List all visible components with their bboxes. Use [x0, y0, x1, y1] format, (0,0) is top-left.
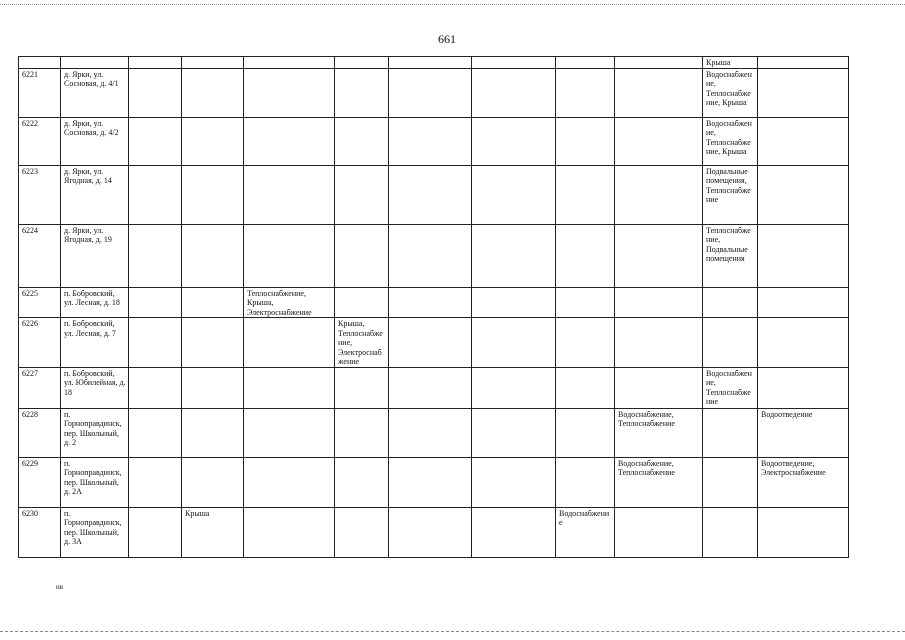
table-cell: [129, 287, 182, 318]
table-cell: [244, 165, 335, 224]
table-cell: [182, 68, 244, 117]
table-cell: [703, 507, 758, 557]
header-cell: [335, 57, 389, 69]
row-number: 6222: [19, 117, 61, 165]
table-cell: [389, 165, 472, 224]
table-cell: [615, 165, 703, 224]
table-cell: [472, 318, 556, 368]
row-number: 6226: [19, 318, 61, 368]
table-cell: [244, 224, 335, 287]
table-cell: Водоотведение: [758, 408, 849, 457]
table-cell: Крыша, Теплоснабжение, Электроснабжение: [335, 318, 389, 368]
page-number: 661: [438, 32, 456, 46]
table-cell: [244, 318, 335, 368]
table-cell: [129, 457, 182, 507]
table-cell: [556, 408, 615, 457]
table-row: [19, 507, 849, 557]
table-cell: [758, 68, 849, 117]
row-number: 6225: [19, 287, 61, 318]
table-cell: [182, 457, 244, 507]
address-cell: п. Горноправдинск, пер. Школьный, д. 3А: [61, 507, 129, 557]
table-cell: [244, 408, 335, 457]
header-cell: [556, 57, 615, 69]
table-cell: [335, 68, 389, 117]
address-cell: п. Горноправдинск, пер. Школьный, д. 2А: [61, 457, 129, 507]
table-cell: [615, 507, 703, 557]
scan-edge-bottom: [0, 631, 905, 632]
table-cell: [472, 68, 556, 117]
table-row: [19, 408, 849, 457]
table-cell: [182, 224, 244, 287]
table-cell: [556, 165, 615, 224]
table-row: [19, 224, 849, 287]
table-cell: [389, 117, 472, 165]
table-cell: [129, 408, 182, 457]
row-number: 6223: [19, 165, 61, 224]
table-cell: [556, 457, 615, 507]
table-cell: [129, 117, 182, 165]
address-cell: д. Ярки, ул. Сосновая, д. 4/1: [61, 68, 129, 117]
table-cell: [389, 224, 472, 287]
table-cell: [472, 117, 556, 165]
table-cell: [129, 507, 182, 557]
table-cell: [182, 408, 244, 457]
table-cell: [335, 457, 389, 507]
table-cell: [615, 287, 703, 318]
table-cell: [182, 287, 244, 318]
address-cell: п. Бобровский, ул. Юбилейная, д. 18: [61, 367, 129, 408]
table-cell: [244, 367, 335, 408]
address-cell: д. Ярки, ул. Ягодная, д. 14: [61, 165, 129, 224]
table-cell: [615, 68, 703, 117]
table-cell: [182, 367, 244, 408]
table-row: [19, 287, 849, 318]
scan-edge-top: [0, 4, 905, 5]
table-cell: [129, 367, 182, 408]
table-cell: [556, 318, 615, 368]
table-cell: [615, 318, 703, 368]
table-cell: [389, 457, 472, 507]
table-cell: [335, 224, 389, 287]
header-cell: [389, 57, 472, 69]
table-cell: Крыша: [182, 507, 244, 557]
table-cell: [389, 68, 472, 117]
table-cell: [758, 165, 849, 224]
table-cell: [129, 165, 182, 224]
header-cell: [61, 57, 129, 69]
table-cell: Водоснабжение, Теплоснабжение: [615, 457, 703, 507]
table-cell: [758, 117, 849, 165]
table-cell: [182, 165, 244, 224]
header-cell: [472, 57, 556, 69]
table-cell: [244, 117, 335, 165]
table-row: [19, 457, 849, 507]
header-cell: [19, 57, 61, 69]
table-cell: [472, 408, 556, 457]
table-cell: [335, 287, 389, 318]
table-cell: [389, 408, 472, 457]
table-cell: [244, 507, 335, 557]
table-cell: [556, 224, 615, 287]
table-cell: [703, 457, 758, 507]
table-cell: [389, 507, 472, 557]
table-cell: Теплоснабжение, Подвальные помещения: [703, 224, 758, 287]
table-cell: [472, 507, 556, 557]
table-row: [19, 117, 849, 165]
table-cell: [615, 367, 703, 408]
table-cell: Водоснабжение, Теплоснабжение, Крыша: [703, 117, 758, 165]
table-cell: [472, 457, 556, 507]
row-number: 6227: [19, 367, 61, 408]
table-cell: Водоснабжение, Теплоснабжение, Крыша: [703, 68, 758, 117]
table-cell: Водоотведение, Электроснабжение: [758, 457, 849, 507]
header-cell: [129, 57, 182, 69]
table-cell: [472, 287, 556, 318]
table-cell: [556, 367, 615, 408]
table-cell: [335, 367, 389, 408]
table-header-row: [19, 57, 849, 69]
table-cell: [472, 367, 556, 408]
row-number: 6228: [19, 408, 61, 457]
table-cell: Водоснабжение, Теплоснабжение: [615, 408, 703, 457]
address-cell: п. Бобровский, ул. Лесная, д. 7: [61, 318, 129, 368]
table-cell: [556, 287, 615, 318]
table-cell: [556, 117, 615, 165]
table-cell: [244, 457, 335, 507]
address-cell: п. Горноправдинск, пер. Школьный, д. 2: [61, 408, 129, 457]
table-cell: [703, 287, 758, 318]
table-cell: [389, 287, 472, 318]
table-cell: [335, 408, 389, 457]
table-cell: [335, 165, 389, 224]
table-cell: [472, 224, 556, 287]
table-cell: [758, 367, 849, 408]
table-cell: Водоснабжение: [556, 507, 615, 557]
table-cell: [129, 318, 182, 368]
header-cell: Крыша: [703, 57, 758, 69]
table-cell: [335, 117, 389, 165]
table-cell: [389, 367, 472, 408]
table-cell: [703, 408, 758, 457]
row-number: 6224: [19, 224, 61, 287]
address-cell: д. Ярки, ул. Сосновая, д. 4/2: [61, 117, 129, 165]
table-cell: [182, 318, 244, 368]
row-number: 6221: [19, 68, 61, 117]
repair-schedule-table: [18, 56, 849, 558]
address-cell: д. Ярки, ул. Ягодная, д. 19: [61, 224, 129, 287]
table-cell: [556, 68, 615, 117]
footer-mark: нв: [56, 583, 64, 591]
table-row: [19, 68, 849, 117]
table-cell: [244, 68, 335, 117]
table-cell: [129, 68, 182, 117]
table-cell: [335, 507, 389, 557]
row-number: 6229: [19, 457, 61, 507]
table-cell: [615, 117, 703, 165]
table-cell: [703, 318, 758, 368]
table-cell: [129, 224, 182, 287]
row-number: 6230: [19, 507, 61, 557]
table-cell: [758, 287, 849, 318]
table-cell: [182, 117, 244, 165]
table-cell: Теплоснабжение, Крыша, Электроснабжение: [244, 287, 335, 318]
table-cell: [615, 224, 703, 287]
header-cell: [615, 57, 703, 69]
table-cell: [472, 165, 556, 224]
address-cell: п. Бобровский, ул. Лесная, д. 18: [61, 287, 129, 318]
table-cell: Подвальные помещения, Теплоснабжение: [703, 165, 758, 224]
table-row: [19, 318, 849, 368]
table-cell: [758, 507, 849, 557]
header-cell: [182, 57, 244, 69]
table-cell: [389, 318, 472, 368]
header-cell: [758, 57, 849, 69]
table-row: [19, 165, 849, 224]
table-cell: [758, 224, 849, 287]
table-cell: [758, 318, 849, 368]
table-cell: Водоснабжение, Теплоснабжение: [703, 367, 758, 408]
header-cell: [244, 57, 335, 69]
table-row: [19, 367, 849, 408]
